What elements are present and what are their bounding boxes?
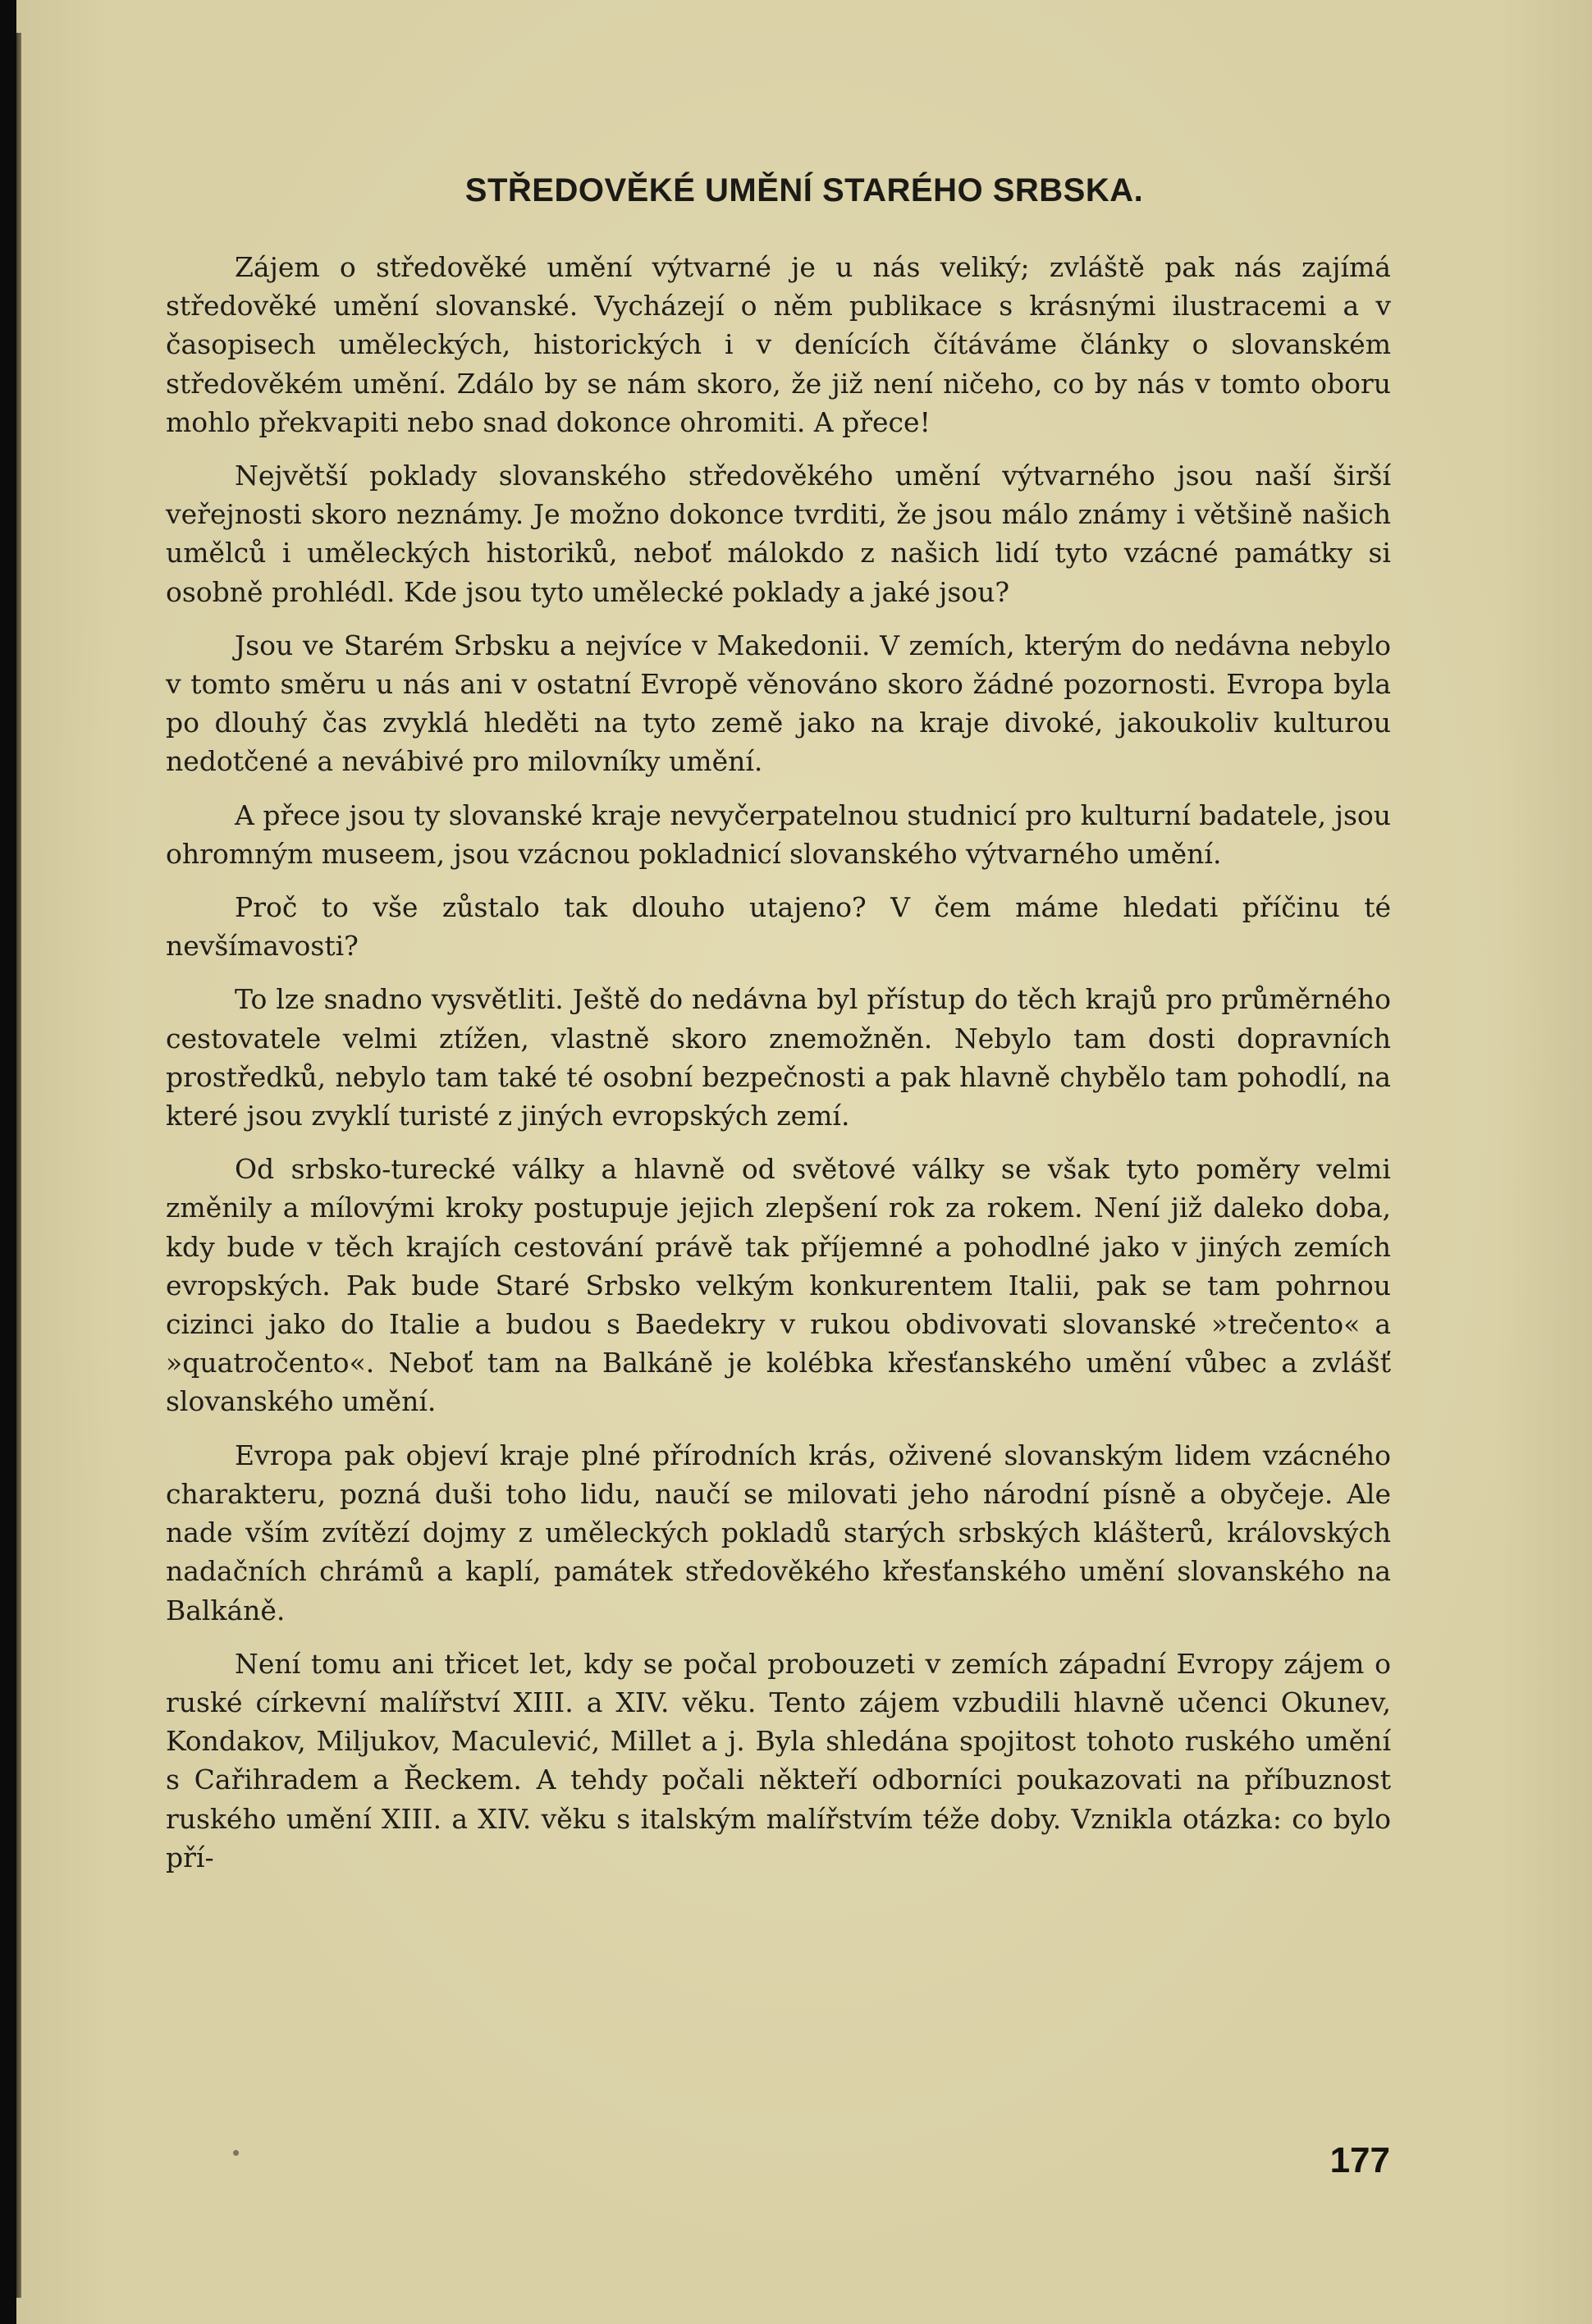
- binding-gutter: [16, 33, 21, 2298]
- article-body: [166, 248, 1391, 1892]
- ink-speck: [233, 2150, 239, 2156]
- paragraph: Jsou ve Starém Srbsku a nejvíce v Makedonii. V zemích, kterým do nedávna nebylo v tomto směru u nás ani v ostatní Evropě věnováno skoro žádné pozornosti. Evropa byla po dlouhý čas zvyklá hleděti na tyto země jako na kraje divoké, jakoukoliv kulturou nedotčené a nevábivé pro milovníky umění.: [166, 629, 1391, 778]
- paragraph: Největší poklady slovanského středověkého umění výtvarného jsou naší širší veřejnosti skoro neznámy. Je možno dokonce tvrditi, že jsou málo známy i většině našich umělců i uměleckých historiků, neboť málokdo z našich lidí tyto vzácné památky si osobně prohlédl. Kde jsou tyto umělecké poklady a jaké jsou?: [166, 460, 1391, 608]
- paragraph: Zájem o středověké umění výtvarné je u nás veliký; zvláště pak nás zajímá středověké umění slovanské. Vycházejí o něm publikace s krásnými ilustracemi a v časopisech uměleckých, historických i v denících čítáváme články o slovanském středověkém umění. Zdálo by se nám skoro, že již není ničeho, co by nás v tomto oboru mohlo překvapiti nebo snad dokonce ohromiti. A přece!: [166, 251, 1391, 438]
- book-page: [16, 0, 1592, 2324]
- paragraph: Není tomu ani třicet let, kdy se počal probouzeti v zemích západní Evropy zájem o ruské církevní malířství XIII. a XIV. věku. Tento zájem vzbudili hlavně učenci Okunev, Kondakov, Miljukov, Maculević, Millet a j. Byla shledána spojitost tohoto ruského umění s Cařihradem a Řeckem. A tehdy počali někteří odborníci poukazovati na příbuznost ruského umění XIII. a XIV. věku s italským malířstvím téže doby. Vznikla otázka: co bylo pří-: [166, 1647, 1391, 1873]
- paragraph: Proč to vše zůstalo tak dlouho utajeno? V čem máme hledati příčinu té nevšímavosti?: [166, 891, 1391, 963]
- paragraph: To lze snadno vysvětliti. Ještě do nedávna byl přístup do těch krajů pro průměrného cestovatele velmi ztížen, vlastně skoro znemožněn. Nebylo tam dosti dopravních prostředků, nebylo tam také té osobní bezpečnosti a pak hlavně chybělo tam pohodlí, na které jsou zvyklí turisté z jiných evropských zemí.: [166, 983, 1391, 1132]
- page-number: 177: [1329, 2140, 1390, 2180]
- paragraph: Od srbsko-turecké války a hlavně od světové války se však tyto poměry velmi změnily a mílovými kroky postupuje jejich zlepšení rok za rokem. Není již daleko doba, kdy bude v těch krajích cestování právě tak příjemné a pohodlné jako v jiných zemích evropských. Pak bude Staré Srbsko velkým konkurentem Italii, pak se tam pohrnou cizinci jako do Italie a budou s Baedekry v rukou obdivovati slovanské »trečento« a »quatročento«. Neboť tam na Balkáně je kolébka křesťanského umění vůbec a zvlášť slovanského umění.: [166, 1153, 1391, 1418]
- page-title: STŘEDOVĚKÉ UMĚNÍ STARÉHO SRBSKA.: [464, 172, 1144, 208]
- paragraph: A přece jsou ty slovanské kraje nevyčerpatelnou studnicí pro kulturní badatele, jsou ohromným museem, jsou vzácnou pokladnicí slovanského výtvarného umění.: [166, 798, 1391, 870]
- paragraph: Evropa pak objeví kraje plné přírodních krás, oživené slovanským lidem vzácného charakteru, pozná duši toho lidu, naučí se milovati jeho národní písně a obyčeje. Ale nade vším zvítězí dojmy z uměleckých pokladů starých srbských klášterů, královských nadačních chrámů a kaplí, památek středověkého křesťanského umění slovanského na Balkáně.: [166, 1439, 1391, 1626]
